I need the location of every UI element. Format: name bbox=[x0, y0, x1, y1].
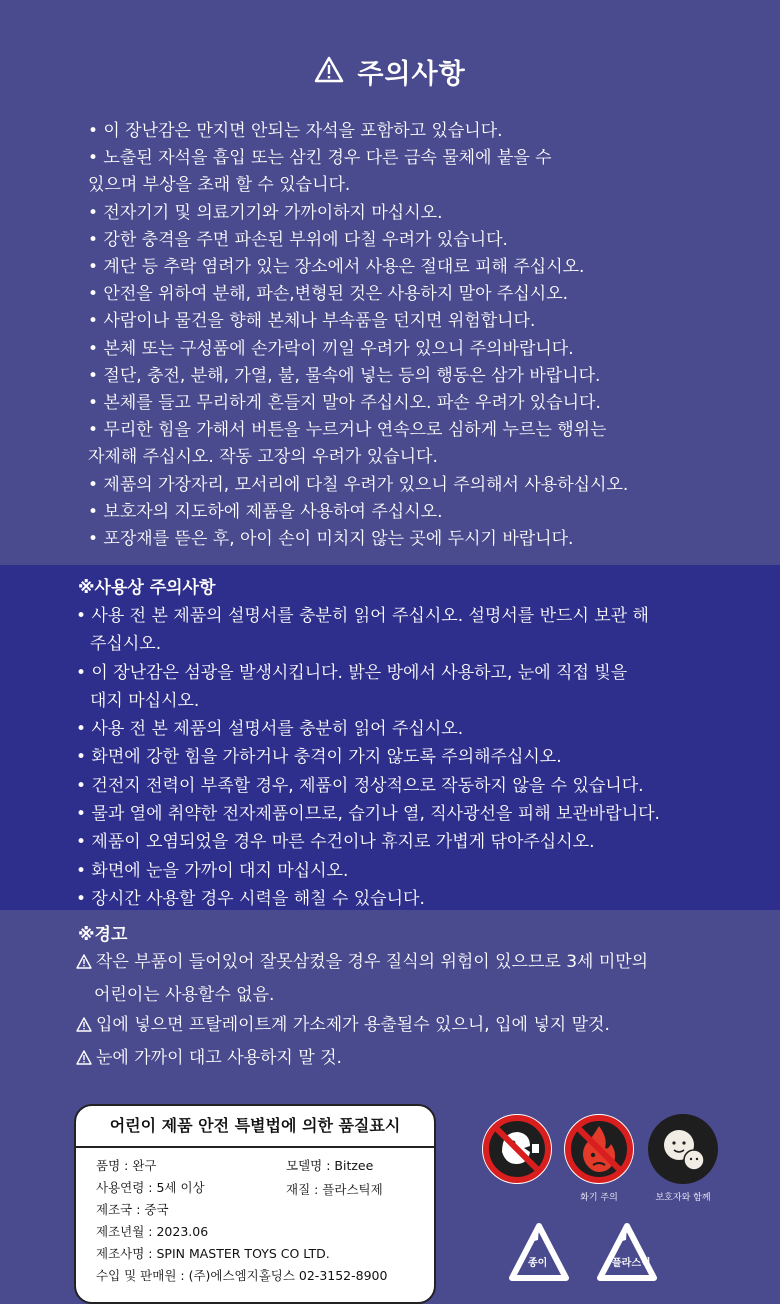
list-item-text: • 계단 등 추락 염려가 있는 장소에서 사용은 절대로 피해 주십시오. bbox=[88, 257, 585, 278]
material-value: 플라스틱제 bbox=[322, 1182, 383, 1197]
list-item-text: 대지 마십시오. bbox=[90, 690, 200, 711]
list-item bbox=[76, 828, 766, 856]
no-mouth-icon bbox=[480, 1112, 554, 1190]
list-item bbox=[88, 336, 738, 363]
list-item-text: 자제해 주십시오. 작동 고장의 우려가 있습니다. bbox=[88, 447, 438, 468]
list-item bbox=[76, 980, 766, 1011]
product-name-row: 품명 : 완구 bbox=[96, 1158, 157, 1173]
product-name-value: 완구 bbox=[132, 1158, 157, 1173]
caution-list bbox=[88, 118, 738, 553]
list-item bbox=[76, 800, 766, 828]
list-item bbox=[88, 254, 738, 281]
recycle-plastic-label: 플라스틱 bbox=[612, 1258, 651, 1269]
list-item-text: • 노출된 자석을 흡입 또는 삼킨 경우 다른 금속 물체에 붙을 수 bbox=[88, 148, 552, 169]
list-item bbox=[88, 172, 738, 199]
fire-caution-icon bbox=[562, 1112, 636, 1190]
list-item bbox=[88, 417, 738, 444]
warning-triangle-icon bbox=[76, 1045, 92, 1076]
list-item bbox=[76, 1010, 766, 1043]
maker-label: 제조사명 bbox=[96, 1246, 145, 1261]
list-item bbox=[88, 499, 738, 526]
list-item-text: • 장시간 사용할 경우 시력을 해칠 수 있습니다. bbox=[76, 888, 425, 909]
list-item-text: • 포장재를 뜯은 후, 아이 손이 미치지 않는 곳에 두시기 바랍니다. bbox=[88, 529, 574, 550]
list-item-text: • 물과 열에 취약한 전자제품이므로, 습기나 열, 직사광선을 피해 보관바랍니다. bbox=[76, 804, 660, 825]
list-item-text: 작은 부품이 들어있어 잘못삼켰을 경우 질식의 위험이 있으므로 3세 미만의 bbox=[96, 952, 649, 972]
list-item-text: • 본체 또는 구성품에 손가락이 끼일 우려가 있으니 주의바랍니다. bbox=[88, 338, 574, 359]
date-label: 제조년월 bbox=[96, 1224, 145, 1239]
list-item bbox=[88, 200, 738, 227]
caution-section bbox=[0, 0, 780, 565]
model-value: Bitzee bbox=[334, 1158, 374, 1173]
list-item-text: 있으며 부상을 초래 할 수 있습니다. bbox=[88, 175, 351, 196]
importer-row: 수입 및 판매원 : (주)에스엠지홀딩스 02-3152-8900 bbox=[96, 1268, 388, 1283]
list-item bbox=[88, 444, 738, 471]
product-name-label: 품명 bbox=[96, 1158, 121, 1173]
list-item bbox=[88, 227, 738, 254]
list-item bbox=[88, 308, 738, 335]
warning-triangle-icon bbox=[76, 949, 92, 980]
caution-title: 주의사항 bbox=[357, 59, 466, 90]
fire-caution-label: 화기 주의 bbox=[580, 1193, 618, 1203]
list-item-text: • 화면에 강한 힘을 가하거나 충격이 가지 않도록 주의해주십시오. bbox=[76, 747, 562, 768]
list-item bbox=[76, 772, 766, 800]
list-item-text: • 강한 충격을 주면 파손된 부위에 다칠 우려가 있습니다. bbox=[88, 229, 508, 250]
quality-label-title: 어린이 제품 안전 특별법에 의한 품질표시 bbox=[76, 1106, 434, 1148]
guardian-label: 보호자와 함께 bbox=[655, 1193, 711, 1203]
material-row: 재질 : 플라스틱제 bbox=[286, 1182, 383, 1197]
list-item bbox=[76, 602, 766, 630]
date-row: 제조년월 : 2023.06 bbox=[96, 1224, 209, 1239]
list-item-text: • 이 장난감은 섬광을 발생시킵니다. 밝은 방에서 사용하고, 눈에 직접 빛을 bbox=[76, 662, 628, 683]
recycle-paper-label: 종이 bbox=[528, 1258, 548, 1269]
list-item-text: • 이 장난감은 만지면 안되는 자석을 포함하고 있습니다. bbox=[88, 121, 503, 141]
list-item bbox=[76, 715, 766, 743]
list-item-text: 어린이는 사용할수 없음. bbox=[94, 984, 275, 1005]
list-item bbox=[76, 1043, 766, 1076]
list-item bbox=[88, 118, 738, 145]
age-value: 5세 이상 bbox=[156, 1180, 205, 1195]
guardian-icon bbox=[646, 1112, 720, 1190]
list-item-text: • 제품의 가장자리, 모서리에 다칠 우려가 있으니 주의해서 사용하십시오. bbox=[88, 474, 629, 495]
country-value: 중국 bbox=[144, 1202, 169, 1217]
importer-label: 수입 및 판매원 bbox=[96, 1268, 177, 1283]
list-item bbox=[88, 472, 738, 499]
age-row: 사용연령 : 5세 이상 bbox=[96, 1180, 205, 1195]
quality-label-box bbox=[74, 1104, 436, 1304]
list-item-text: • 사용 전 본 제품의 설명서를 충분히 읽어 주십시오. 설명서를 반드시 보관 해 bbox=[76, 606, 649, 626]
list-item-text: • 제품이 오염되었을 경우 마른 수건이나 휴지로 가볍게 닦아주십시오. bbox=[76, 832, 595, 853]
material-label: 재질 bbox=[286, 1182, 311, 1197]
list-item-text: • 절단, 충전, 분해, 가열, 불, 물속에 넣는 등의 행동은 삼가 바랍니다. bbox=[88, 365, 601, 386]
model-label: 모델명 bbox=[286, 1158, 323, 1173]
list-item-text: • 보호자의 지도하에 제품을 사용하여 주십시오. bbox=[88, 501, 443, 522]
maker-row: 제조사명 : SPIN MASTER TOYS CO LTD. bbox=[96, 1246, 330, 1261]
list-item bbox=[88, 363, 738, 390]
date-value: 2023.06 bbox=[156, 1224, 209, 1239]
warning-triangle-icon bbox=[314, 56, 344, 87]
list-item-text: • 전자기기 및 의료기기와 가까이하지 마십시오. bbox=[88, 202, 443, 223]
list-item bbox=[76, 857, 766, 885]
list-item bbox=[88, 390, 738, 417]
country-row: 제조국 : 중국 bbox=[96, 1202, 169, 1217]
importer-value: (주)에스엠지홀딩스 02-3152-8900 bbox=[188, 1268, 388, 1283]
list-item-text: • 화면에 눈을 가까이 대지 마십시오. bbox=[76, 860, 349, 881]
list-item-text: 눈에 가까이 대고 사용하지 말 것. bbox=[96, 1048, 342, 1069]
list-item bbox=[88, 145, 738, 172]
age-label: 사용연령 bbox=[96, 1180, 145, 1195]
list-item bbox=[88, 526, 738, 553]
warning-list bbox=[76, 947, 766, 1076]
warning-heading: ※경고 bbox=[78, 925, 128, 945]
maker-value: SPIN MASTER TOYS CO LTD. bbox=[156, 1246, 330, 1261]
list-item bbox=[76, 743, 766, 771]
list-item-text: • 건전지 전력이 부족할 경우, 제품이 정상적으로 작동하지 않을 수 있습니다. bbox=[76, 775, 644, 796]
list-item bbox=[76, 659, 766, 687]
list-item-text: 입에 넣으면 프탈레이트계 가소제가 용출될수 있으니, 입에 넣지 말것. bbox=[96, 1015, 610, 1036]
list-item bbox=[76, 630, 766, 658]
list-item bbox=[76, 947, 766, 980]
list-item-text: • 안전을 위하여 분해, 파손,변형된 것은 사용하지 말아 주십시오. bbox=[88, 284, 569, 305]
list-item bbox=[76, 687, 766, 715]
usage-caution-list bbox=[76, 602, 766, 913]
list-item-text: 주십시오. bbox=[90, 634, 162, 655]
country-label: 제조국 bbox=[96, 1202, 133, 1217]
model-row: 모델명 : Bitzee bbox=[286, 1158, 374, 1173]
list-item-text: • 사람이나 물건을 향해 본체나 부속품을 던지면 위험합니다. bbox=[88, 311, 536, 332]
caution-title-row bbox=[0, 52, 780, 91]
list-item bbox=[88, 281, 738, 308]
list-item-text: • 본체를 들고 무리하게 흔들지 말아 주십시오. 파손 우려가 있습니다. bbox=[88, 393, 601, 414]
warning-triangle-icon bbox=[76, 1012, 92, 1043]
list-item-text: • 사용 전 본 제품의 설명서를 충분히 읽어 주십시오. bbox=[76, 719, 464, 740]
usage-caution-heading: ※사용상 주의사항 bbox=[78, 578, 216, 598]
safety-icons-group bbox=[478, 1112, 738, 1280]
list-item-text: • 무리한 힘을 가해서 버튼을 누르거나 연속으로 심하게 누르는 행위는 bbox=[88, 420, 607, 441]
